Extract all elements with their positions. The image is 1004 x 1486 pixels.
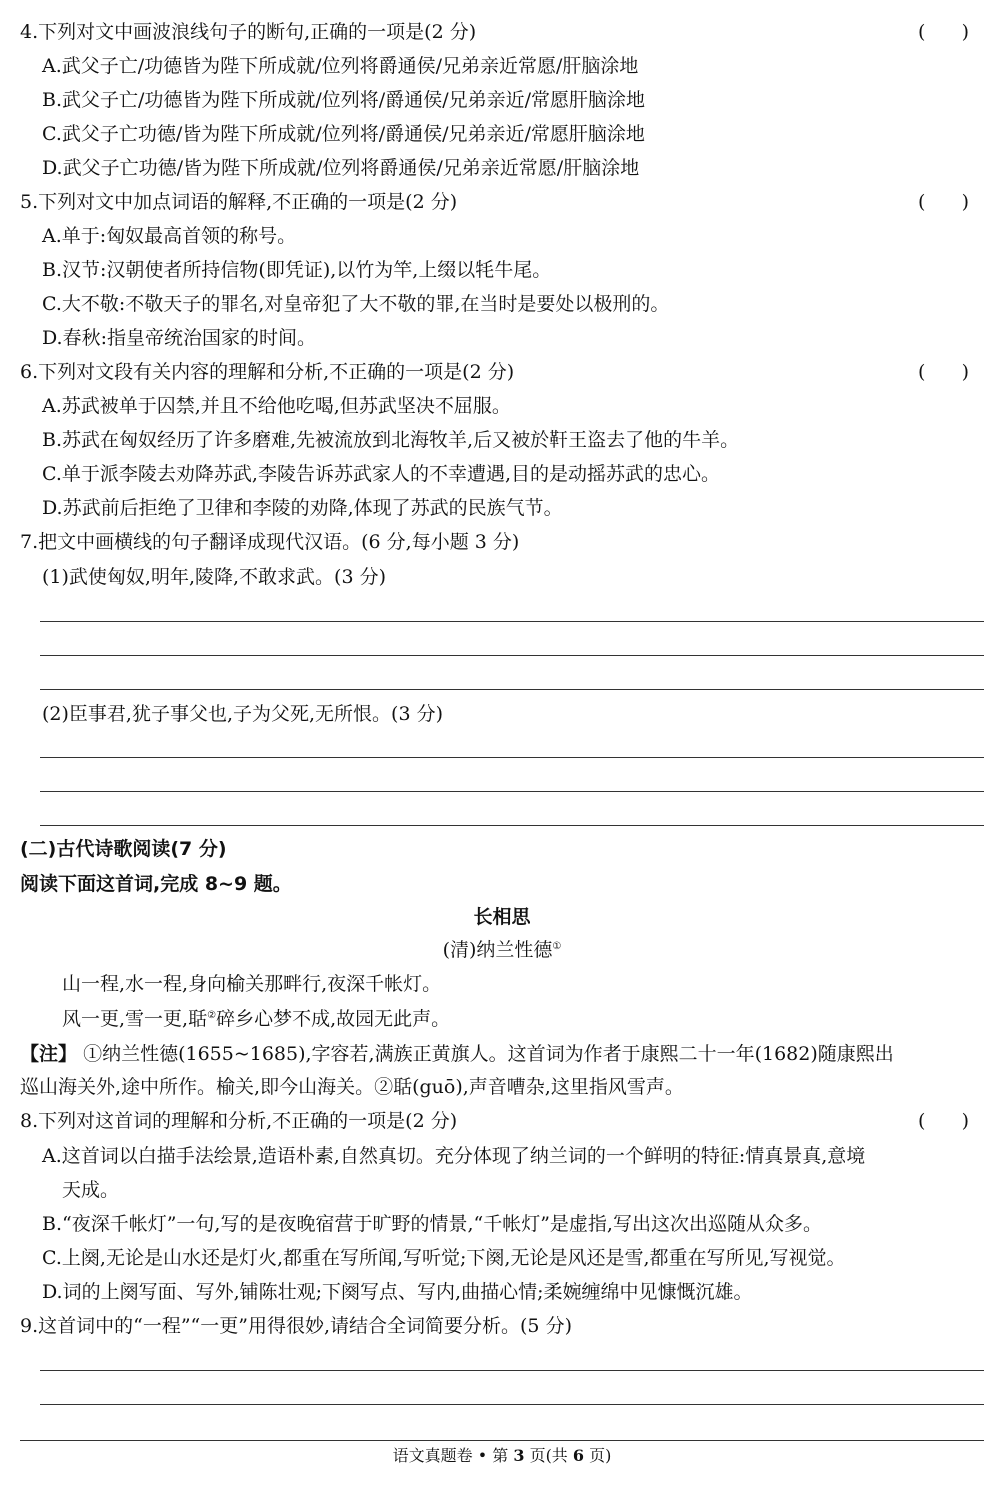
poem-author	[0, 938, 1004, 962]
poem-footnote-marker: ②	[207, 1010, 217, 1021]
q5-stem: 5.下列对文中加点词语的解释,不正确的一项是(2 分)	[20, 191, 458, 213]
q8-option-b: B.“夜深千帐灯”一句,写的是夜晚宿营于旷野的情景,“千帐灯”是虚指,写出这次出巡随从众多。	[42, 1213, 822, 1235]
note-text-1: ①纳兰性德(1655~1685),字容若,满族正黄旗人。这首词为作者于康熙二十一年(1682)随康熙出	[83, 1043, 894, 1065]
q4-option-c: C.武父子亡功德/皆为陛下所成就/位列将/爵通侯/兄弟亲近/常愿肝脑涂地	[42, 123, 645, 145]
q8-option-c: C.上阕,无论是山水还是灯火,都重在写所闻,写听觉;下阕,无论是风还是雪,都重在写所见,写视觉。	[42, 1247, 846, 1269]
footer-page-number: 3	[513, 1446, 525, 1465]
q9-answer-line-2[interactable]	[40, 1404, 984, 1405]
q8-answer-bracket[interactable]: ( )	[918, 1110, 970, 1132]
q4-stem: 4.下列对文中画波浪线句子的断句,正确的一项是(2 分)	[20, 21, 477, 43]
q7-sub1: (1)武使匈奴,明年,陵降,不敢求武。(3 分)	[42, 566, 386, 588]
q5-option-d: D.春秋:指皇帝统治国家的时间。	[42, 327, 316, 349]
q7-sub2-answer-line-2[interactable]	[40, 791, 984, 792]
q4-answer-bracket[interactable]: ( )	[918, 21, 970, 43]
footer-prefix: 语文真题卷 • 第	[392, 1446, 509, 1465]
q8-option-d: D.词的上阕写面、写外,铺陈壮观;下阕写点、写内,曲描心情;柔婉缠绵中见慷慨沉雄。	[42, 1281, 753, 1303]
q6-option-c: C.单于派李陵去劝降苏武,李陵告诉苏武家人的不幸遭遇,目的是动摇苏武的忠心。	[42, 463, 720, 485]
q5-option-b: B.汉节:汉朝使者所持信物(即凭证),以竹为竿,上缀以牦牛尾。	[42, 259, 552, 281]
footer-suffix: 页)	[589, 1446, 612, 1465]
q7-sub1-answer-line-2[interactable]	[40, 655, 984, 656]
poem-line-2-part-b: 碎乡心梦不成,故园无此声。	[216, 1008, 451, 1030]
poem-line-1: 山一程,水一程,身向榆关那畔行,夜深千帐灯。	[62, 973, 442, 995]
q7-sub2-answer-line-1[interactable]	[40, 757, 984, 758]
q7-sub1-answer-line-1[interactable]	[40, 621, 984, 622]
note-line-1	[20, 1042, 894, 1066]
q9-answer-line-1[interactable]	[40, 1370, 984, 1371]
q7-sub1-answer-line-3[interactable]	[40, 689, 984, 690]
q6-option-a: A.苏武被单于囚禁,并且不给他吃喝,但苏武坚决不屈服。	[42, 395, 511, 417]
q4-option-a: A.武父子亡/功德皆为陛下所成就/位列将爵通侯/兄弟亲近常愿/肝脑涂地	[42, 55, 639, 77]
q8-option-a-cont: 天成。	[62, 1179, 120, 1201]
q7-sub2-answer-line-3[interactable]	[40, 825, 984, 826]
q6-stem: 6.下列对文段有关内容的理解和分析,不正确的一项是(2 分)	[20, 361, 515, 383]
q8-option-a: A.这首词以白描手法绘景,造语朴素,自然真切。充分体现了纳兰词的一个鲜明的特征:情真景真,意境	[42, 1145, 866, 1167]
poem-author-text: (清)纳兰性德	[442, 939, 553, 961]
q8-stem: 8.下列对这首词的理解和分析,不正确的一项是(2 分)	[20, 1110, 458, 1132]
note-line-2: 巡山海关外,途中所作。榆关,即今山海关。②聒(guō),声音嘈杂,这里指风雪声。	[20, 1076, 684, 1098]
poem-line-2-part-a: 风一更,雪一更,聒	[62, 1008, 208, 1030]
q9-stem: 9.这首词中的“一程”“一更”用得很妙,请结合全词简要分析。(5 分)	[20, 1315, 572, 1337]
section2-instruction: 阅读下面这首词,完成 8~9 题。	[20, 873, 292, 895]
q7-sub2: (2)臣事君,犹子事父也,子为父死,无所恨。(3 分)	[42, 703, 443, 725]
q6-option-d: D.苏武前后拒绝了卫律和李陵的劝降,体现了苏武的民族气节。	[42, 497, 563, 519]
poem-title: 长相思	[473, 906, 531, 928]
q6-option-b: B.苏武在匈奴经历了许多磨难,先被流放到北海牧羊,后又被於靬王盗去了他的牛羊。	[42, 429, 740, 451]
q7-stem: 7.把文中画横线的句子翻译成现代汉语。(6 分,每小题 3 分)	[20, 531, 520, 553]
footer-total-pages: 6	[572, 1446, 585, 1465]
q5-option-a: A.单于:匈奴最高首领的称号。	[42, 225, 297, 247]
poem-line-2	[62, 1007, 450, 1031]
q4-option-b: B.武父子亡/功德皆为陛下所成就/位列将/爵通侯/兄弟亲近/常愿肝脑涂地	[42, 89, 646, 111]
footer-rule	[20, 1440, 984, 1441]
page-footer	[0, 1445, 1004, 1467]
q5-answer-bracket[interactable]: ( )	[918, 191, 970, 213]
q4-option-d: D.武父子亡功德/皆为陛下所成就/位列将爵通侯/兄弟亲近常愿/肝脑涂地	[42, 157, 640, 179]
q5-option-c: C.大不敬:不敬天子的罪名,对皇帝犯了大不敬的罪,在当时是要处以极刑的。	[42, 293, 670, 315]
footer-mid: 页(共	[529, 1446, 568, 1465]
author-footnote-marker: ①	[552, 941, 562, 952]
q6-answer-bracket[interactable]: ( )	[918, 361, 970, 383]
note-label: 【注】	[20, 1043, 78, 1065]
section2-heading: (二)古代诗歌阅读(7 分)	[20, 838, 227, 860]
